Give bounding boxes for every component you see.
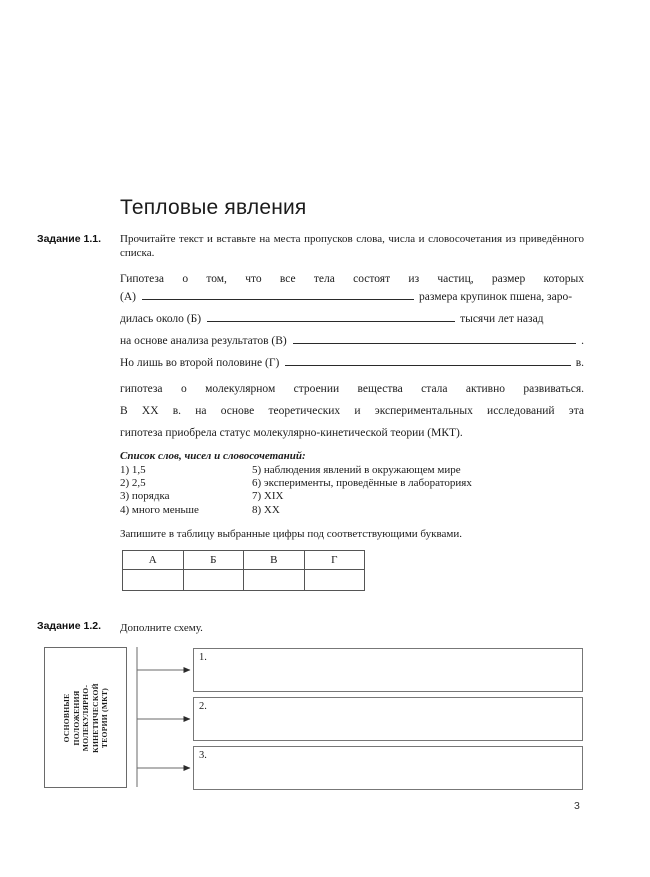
fill-line-6: гипотеза о молекулярном строении вещества стала активно развиваться. (120, 383, 584, 395)
root-label-line-2: ПОЛОЖЕНИЯ (71, 690, 81, 745)
blank-marker-v: на основе анализа результатов (В) (120, 335, 287, 347)
node-number-3: 3. (199, 750, 207, 761)
list-item: 5) наблюдения явлений в окружающем мире (252, 464, 461, 476)
list-item: 7) XIX (252, 490, 284, 503)
list-item: 4) много меньше (120, 503, 199, 516)
list-item: 8) XX (252, 503, 280, 516)
answer-table-instruction: Запишите в таблицу выбранные цифры под соответствующими буквами. (120, 528, 462, 540)
fill-line-5-tail: в. (575, 357, 584, 369)
page-number: 3 (574, 800, 580, 812)
node-number-1: 1. (199, 652, 207, 663)
task-label-1-2: Задание 1.2. (37, 620, 101, 632)
diagram-answer-box-3[interactable] (193, 746, 583, 790)
list-item: 3) порядка (120, 490, 170, 503)
blank-marker-g: Но лишь во второй половине (Г) (120, 357, 280, 369)
fill-line-4-tail: . (581, 335, 584, 347)
fill-line-2-tail: размера крупинок пшена, заро- (418, 291, 573, 303)
list-item: 1) 1,5 (120, 464, 146, 476)
task-instruction-1-1: Прочитайте текст и вставьте на места пропусков слова, числа и словосочетания из приведённого списка. (120, 233, 584, 259)
fill-line-3-tail: тысячи лет назад (460, 313, 544, 325)
root-label-line-1: ОСНОВНЫЕ (61, 693, 71, 742)
table-header-cell-v: В (244, 551, 305, 570)
blank-marker-b: дилась около (Б) (120, 313, 202, 325)
fill-line-7: В XX в. на основе теоретических и экспериментальных исследований эта (120, 405, 584, 417)
list-item: 2) 2,5 (120, 477, 146, 490)
word-list-heading: Список слов, чисел и словосочетаний: (120, 450, 306, 462)
fill-line-1: Гипотеза о том, что все тела состоят из частиц, размер которых (120, 273, 584, 285)
table-header-cell-a: А (123, 551, 184, 570)
page-title: Тепловые явления (120, 196, 307, 219)
node-number-2: 2. (199, 701, 207, 712)
list-item: 6) эксперименты, проведённые в лабораториях (252, 477, 472, 490)
diagram-answer-box-2[interactable] (193, 697, 583, 741)
task-instruction-1-2: Дополните схему. (120, 622, 203, 634)
table-header-cell-b: Б (183, 551, 244, 570)
diagram-root-box (44, 647, 127, 788)
fill-line-8: гипотеза приобрела статус молекулярно-кинетической теории (МКТ). (120, 427, 463, 439)
task-label-1-1: Задание 1.1. (37, 233, 101, 245)
table-header-cell-g: Г (304, 551, 365, 570)
blank-marker-a: (А) (120, 291, 136, 303)
diagram-answer-box-1[interactable] (193, 648, 583, 692)
root-label-line-4: КИНЕТИЧЕСКОЙ (90, 682, 100, 753)
root-label-line-3: МОЛЕКУЛЯРНО- (80, 684, 90, 751)
root-label-line-5: ТЕОРИИ (МКТ) (99, 687, 109, 748)
diagram-root-label (62, 647, 110, 788)
